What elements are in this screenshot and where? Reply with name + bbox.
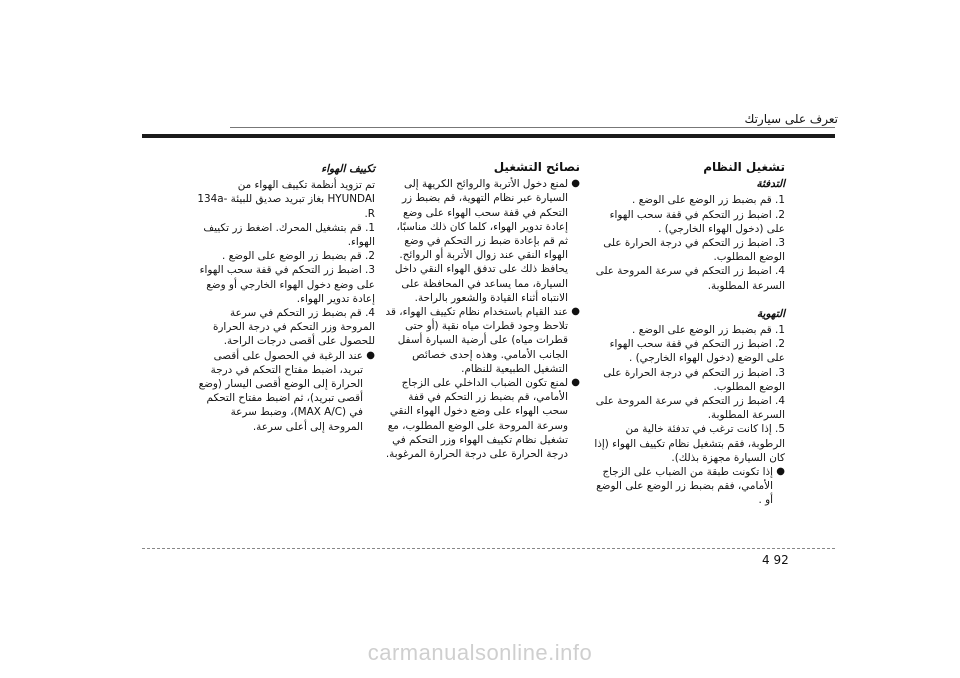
bullet-icon: ● [571, 178, 580, 190]
section-heading-operation: تشغيل النظام [703, 160, 785, 174]
ac-step-1: 1. قم بتشغيل المحرك. اضغط زر تكييف الهواء. [203, 221, 375, 249]
tip-bullet-3 [385, 376, 580, 461]
heating-step-3: 3. اضبط زر التحكم في درجة الحرارة على الوضع المطلوب. [603, 237, 785, 264]
defrost-step-3: 3. اضبط زر التحكم في درجة الحرارة على الوضع المطلوب. [603, 366, 785, 393]
operation-column [590, 160, 785, 508]
heating-step-2: 2. اضبط زر التحكم في قفة سحب الهواء على (دخول الهواء الخارجي) . [609, 208, 785, 235]
defrost-step-2: 2. اضبط زر التحكم في قفة سحب الهواء على الوضع (دخول الهواء الخارجي) . [609, 338, 785, 365]
page-header-title: تعرف على سيارتك [744, 112, 838, 126]
ac-step-2: 2. قم بضبط زر الوضع على الوضع . [221, 250, 375, 263]
section-heading-tips: نصائح التشغيل [493, 160, 580, 174]
watermark: carmanualsonline.info [367, 640, 593, 665]
tip-bullet-1 [385, 177, 580, 305]
subheading-air-conditioning: تكييف الهواء [321, 163, 375, 175]
ac-step-4: 4. قم بضبط زر التحكم في سرعة المروحة وزر التحكم في درجة الحرارة للحصول على أقصى درجات الراحة. [212, 307, 375, 348]
defrost-bullet-text: إذا تكونت طبقة من الضباب على الزجاج الأمامي، فقم بضبط زر الوضع على الوضع أو . [596, 466, 773, 507]
tip-text-2: عند القيام باستخدام نظام تكييف الهواء، قد تلاحظ وجود قطرات مياه نقية (أو حتى قطرات مياه) على أرضية السيارة أسفل الجانب الأمامي. وهذه إحدى خصائص التشغيل الطبيعية للنظام. [385, 306, 568, 375]
bullet-icon: ● [571, 306, 580, 318]
defrost-bullet [590, 465, 785, 508]
air-conditioning-column [195, 160, 375, 434]
defrost-step-1: 1. قم بضبط زر الوضع على الوضع . [631, 324, 785, 337]
ac-bullet-text: عند الرغبة في الحصول على أقصى تبريد، اضبط مفتاح التحكم في درجة الحرارة إلى الوضع أقصى اليسار (وضع أقصى تبريد)، ثم اضبط مفتاح التحكم في (MAX A/C)، وضبط سرعة المروحة إلى أعلى سرعة. [198, 349, 363, 433]
tips-column [385, 160, 580, 461]
subheading-defrost: التهوية [756, 307, 785, 320]
tip-text-1: لمنع دخول الأتربة والروائح الكريهة إلى السيارة عبر نظام التهوية، قم بضبط زر التحكم في قفة سحب الهواء على وضع إعادة تدوير الهواء، كلما كان ذلك مناسبًا، ثم قم بإعادة ضبط زر التحكم في وضع الهواء النقي عند زوال الأتربة أو الروائح. يحافظ ذلك على تدفق الهواء النقي داخل السيارة، مما يساعد في المحافظة على الانتباه أثناء القيادة والشعور بالراحة. [394, 178, 568, 304]
heating-step-1: 1. قم بضبط زر الوضع على الوضع . [631, 194, 785, 207]
heating-step-4: 4. اضبط زر التحكم في سرعة المروحة على السرعة المطلوبة. [595, 265, 785, 292]
header-bar [142, 134, 835, 138]
footer-divider [142, 548, 835, 549]
header-divider [230, 127, 835, 128]
defrost-step-4: 4. اضبط زر التحكم في سرعة المروحة على السرعة المطلوبة. [595, 395, 785, 422]
tip-text-3: لمنع تكون الضباب الداخلي على الزجاج الأمامي، قم بضبط زر التحكم في قفة سحب الهواء على وضع دخول الهواء النقي وسرعة المروحة على الوضع المطلوب، مع تشغيل نظام تكييف الهواء وزر التحكم في درجة الحرارة على درجة الحرارة المرغوبة. [385, 377, 568, 461]
page-number: 4 92 [762, 553, 789, 567]
subheading-heating: التدفئة [756, 178, 785, 191]
bullet-icon: ● [366, 349, 375, 361]
bullet-icon: ● [776, 466, 785, 478]
defrost-step-5: 5. إذا كانت ترغب في تدفئة خالية من الرطوبة، فقم بتشغيل نظام تكييف الهواء (إذا كان السيارة مجهزة بذلك). [594, 423, 785, 464]
ac-intro: تم تزويد أنظمة تكييف الهواء من HYUNDAI بغاز تبريد صديق للبيئة 134a-R. [197, 179, 375, 220]
bullet-icon: ● [571, 377, 580, 389]
tip-bullet-2 [385, 305, 580, 376]
ac-step-3: 3. اضبط زر التحكم في قفة سحب الهواء على وضع دخول الهواء الخارجي أو وضع إعادة تدوير الهواء. [199, 264, 375, 305]
ac-bullet [195, 349, 375, 434]
